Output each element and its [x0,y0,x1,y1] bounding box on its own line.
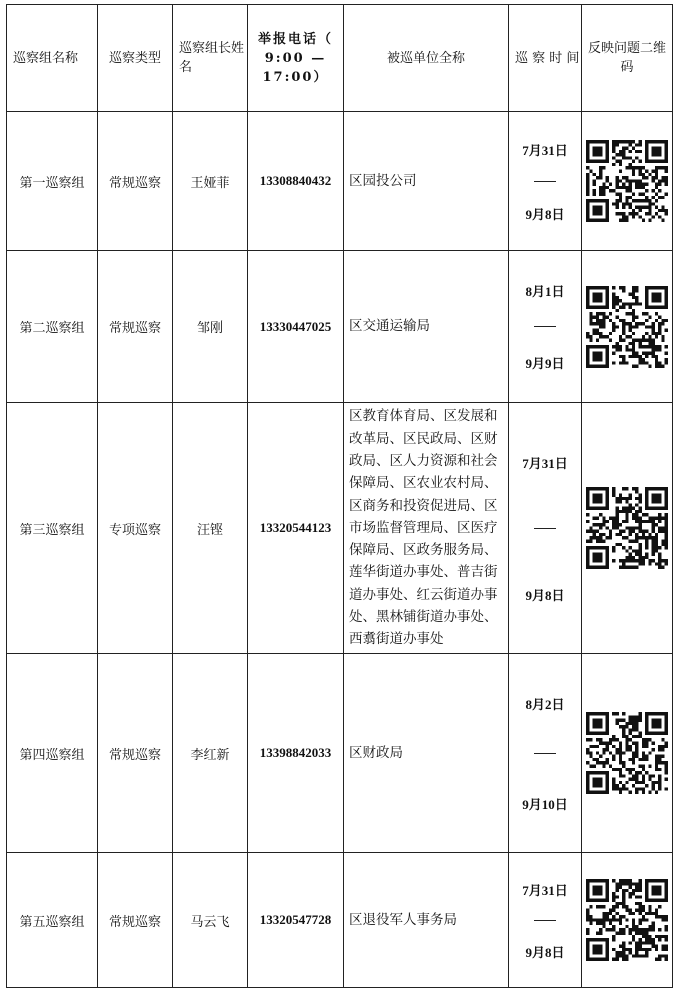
report-phone: 13398842033 [248,654,344,853]
date-dash [534,181,556,182]
group-name: 第二巡察组 [7,251,98,403]
report-phone: 13320544123 [248,403,344,654]
table-row [7,654,673,853]
table-row [7,403,673,654]
qr-code-icon[interactable] [586,712,668,794]
header-qr: 反映问题二维码 [582,5,673,112]
inspection-table [6,4,673,988]
header-unit: 被巡单位全称 [344,5,509,112]
report-phone: 13330447025 [248,251,344,403]
date-dash [534,920,556,921]
group-name: 第一巡察组 [7,112,98,251]
inspection-type: 常规巡察 [98,853,173,988]
group-name: 第五巡察组 [7,853,98,988]
inspected-unit: 区交通运输局 [344,251,509,403]
inspection-period [509,251,582,403]
end-date: 9月10日 [522,796,568,812]
table-row [7,853,673,988]
header-type: 巡察类型 [98,5,173,112]
group-leader: 王娅菲 [173,112,248,251]
inspected-unit: 区园投公司 [344,112,509,251]
group-leader: 马云飞 [173,853,248,988]
inspected-unit: 区退役军人事务局 [344,853,509,988]
qr-cell [582,251,673,403]
date-dash [534,528,556,529]
group-leader: 李红新 [173,654,248,853]
date-dash [534,753,556,754]
inspection-type: 专项巡察 [98,403,173,654]
end-date: 9月8日 [525,587,565,603]
inspection-type: 常规巡察 [98,112,173,251]
qr-code-icon[interactable] [586,879,668,961]
inspection-type: 常规巡察 [98,251,173,403]
group-name: 第三巡察组 [7,403,98,654]
header-row [7,5,673,112]
start-date: 7月31日 [522,882,568,898]
group-name: 第四巡察组 [7,654,98,853]
group-leader: 邹刚 [173,251,248,403]
qr-code-icon[interactable] [586,286,668,368]
end-date: 9月9日 [525,356,565,371]
qr-cell [582,403,673,654]
group-leader: 汪铿 [173,403,248,654]
start-date: 7月31日 [522,142,568,158]
qr-cell [582,853,673,988]
inspection-period [509,654,582,853]
end-date: 9月8日 [525,944,565,960]
header-phone: 举报电话（ 9:00 — 17:00） [248,5,344,112]
inspection-period [509,403,582,654]
header-leader: 巡察组长姓名 [173,5,248,112]
inspection-period [509,853,582,988]
report-phone: 13320547728 [248,853,344,988]
qr-code-icon[interactable] [586,487,668,569]
report-phone: 13308840432 [248,112,344,251]
date-dash [534,326,556,327]
qr-cell [582,112,673,251]
inspected-unit: 区教育体育局、区发展和改革局、区民政局、区财政局、区人力资源和社会保障局、区农业农村局、区商务和投资促进局、区市场监督管理局、区医疗保障局、区政务服务局、莲华街道办事处、普吉街道办事处、红云街道办事处、黑林铺街道办事处、西翥街道办事处 [344,403,509,654]
qr-cell [582,654,673,853]
inspected-unit: 区财政局 [344,654,509,853]
inspection-type: 常规巡察 [98,654,173,853]
end-date: 9月8日 [525,206,565,222]
table-row [7,251,673,403]
header-time: 巡 察 时 间 [509,5,582,112]
table-row [7,112,673,251]
header-name: 巡察组名称 [7,5,98,112]
qr-code-icon[interactable] [586,140,668,222]
inspection-period [509,112,582,251]
start-date: 7月31日 [522,455,568,471]
start-date: 8月1日 [525,284,565,299]
start-date: 8月2日 [525,696,565,712]
